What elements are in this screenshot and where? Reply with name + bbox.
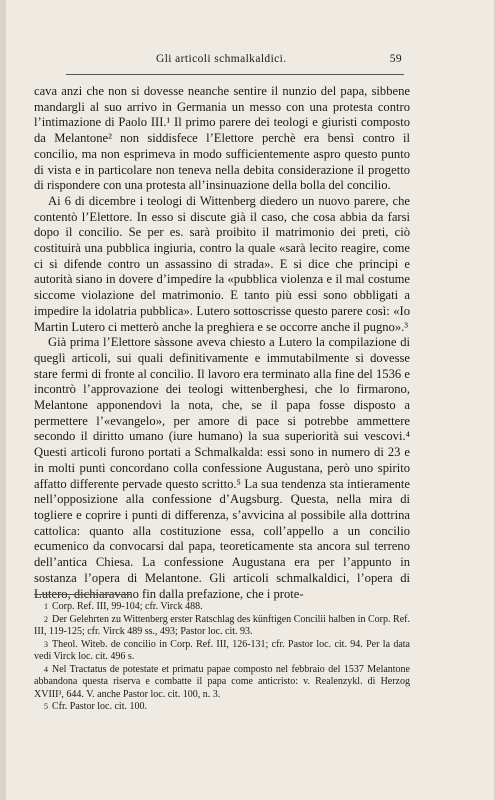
footnote-text: Cfr. Pastor loc. cit. 100. (52, 701, 147, 712)
paragraph: Ai 6 di dicembre i teologi di Wittenberg diedero un nuovo parere, che contentò l’Elettore. In esso si discute già il caso, che cosa abbia da farsi dopo il concilio. Se per es. sarà proibito il matrimonio dei preti, ciò costituirà una pubblica ingiuria, contro la quale «sarà lecito reagire, come ci si difende contro un assassino di strada». E si dice che principi e autorità siano in dovere d’impedire la «pubblica violenza e il mal costume siccome violazione del matrimonio. E tanto più essi sono obbligati a impedire la idolatria pubblica». Lutero sottoscrisse questo parere così: «Io Martin Lutero ci metterò anche la preghiera e se occorre anche il pugno».³ (34, 193, 410, 334)
footnote-text: Der Gelehrten zu Wittenberg erster Ratschlag des künftigen Concilii halben in Corp. Ref. III, 119-125; cfr. Virck 489 ss., 493; Pastor loc. cit. 93. (34, 613, 410, 637)
footnote (34, 664, 410, 702)
footnote (34, 601, 410, 614)
footnote (34, 701, 410, 714)
paragraph: Già prima l’Elettore sàssone aveva chiesto a Lutero la compilazione di queglì articoli, sui quali definitivamente e immutabilmente si dovesse stare fermi di fronte al concilio. Il lavoro era terminato alla fine del 1536 e incontrò l’approvazione dei teologi wittenberghesi, che lo firmarono, Melantone apponendovi la nota, che, se il papa fosse disposto a permettere l’«evangelo», per amore di pace si potrebbe ammettere secondo il diritto umano (iure humano) la sua superiorità sui vescovi.⁴ Questi articoli furono portati a Schmalkalda: essi sono in numero di 23 e in molti punti concordano colla confessione Augustana, però uno spirito affatto differente pervade questo scritto.⁵ La sua tendenza sta intieramente nell’opposizione alla confessione d’Augsburg. Questa, nella mira di togliere e coprire i punti di differenza, s’avvicina al possibile alla dottrina cattolica: quanto alla costituzione essa, coll’appello a un concilio ecumenico da convocarsi dal papa, teoreticamente sta ancora sul terreno dell’antica Chiesa. La confessione Augustana era per l’appunto in sostanza l’opera di Melantone. Gli articoli schmalkaldici, l’opera di Lutero, dichiaravano fin dalla prefazione, che i prote- (34, 335, 410, 601)
footnotes (34, 601, 410, 714)
footnote-number: 4 (44, 664, 48, 674)
footnote-number: 2 (44, 614, 48, 624)
footnote-number: 3 (44, 639, 48, 649)
footnote-text: Nel Tractatus de potestate et primatu papae composto nel febbraio del 1537 Melantone abbandona questa riserva e combatte il papa come anticristo: v. Realenzykl. di Herzog XVIII³, 644. V. anche Pastor loc. cit. 100, n. 3. (34, 663, 410, 700)
footnote (34, 639, 410, 664)
paragraph: cava anzi che non si dovesse neanche sentire il nunzio del papa, sibbene mandargli al suo arrivo in Germania un messo con una protesta contro l’intimazione di Paolo III.¹ Il primo parere dei teologi e giuristi composto da Melantone² non siddisfece l’Elettore perchè era bensì contro il concilio, ma non esprimeva in modo sufficientemente aspro questo punto di vista e in particolare non teneva nella debita considerazione il progetto di rispondere con una protesta all’insinuazione della bolla del concilio. (34, 84, 410, 193)
footnote-text: Theol. Witeb. de concilio in Corp. Ref. III, 126-131; cfr. Pastor loc. cit. 94. Per la data vedi Virck loc. cit. 496 s. (34, 638, 410, 662)
header-rule (66, 74, 404, 75)
body-text (34, 84, 410, 602)
footnote-number: 5 (44, 702, 48, 711)
book-page (6, 0, 494, 800)
page-number: 59 (389, 53, 402, 65)
footnote (34, 614, 410, 639)
running-title: Gli articoli schmalkaldici. (156, 53, 287, 65)
footnote-rule (34, 594, 130, 595)
footnote-text: Corp. Ref. III, 99-104; cfr. Virck 488. (52, 601, 203, 612)
footnote-number: 1 (44, 602, 48, 611)
